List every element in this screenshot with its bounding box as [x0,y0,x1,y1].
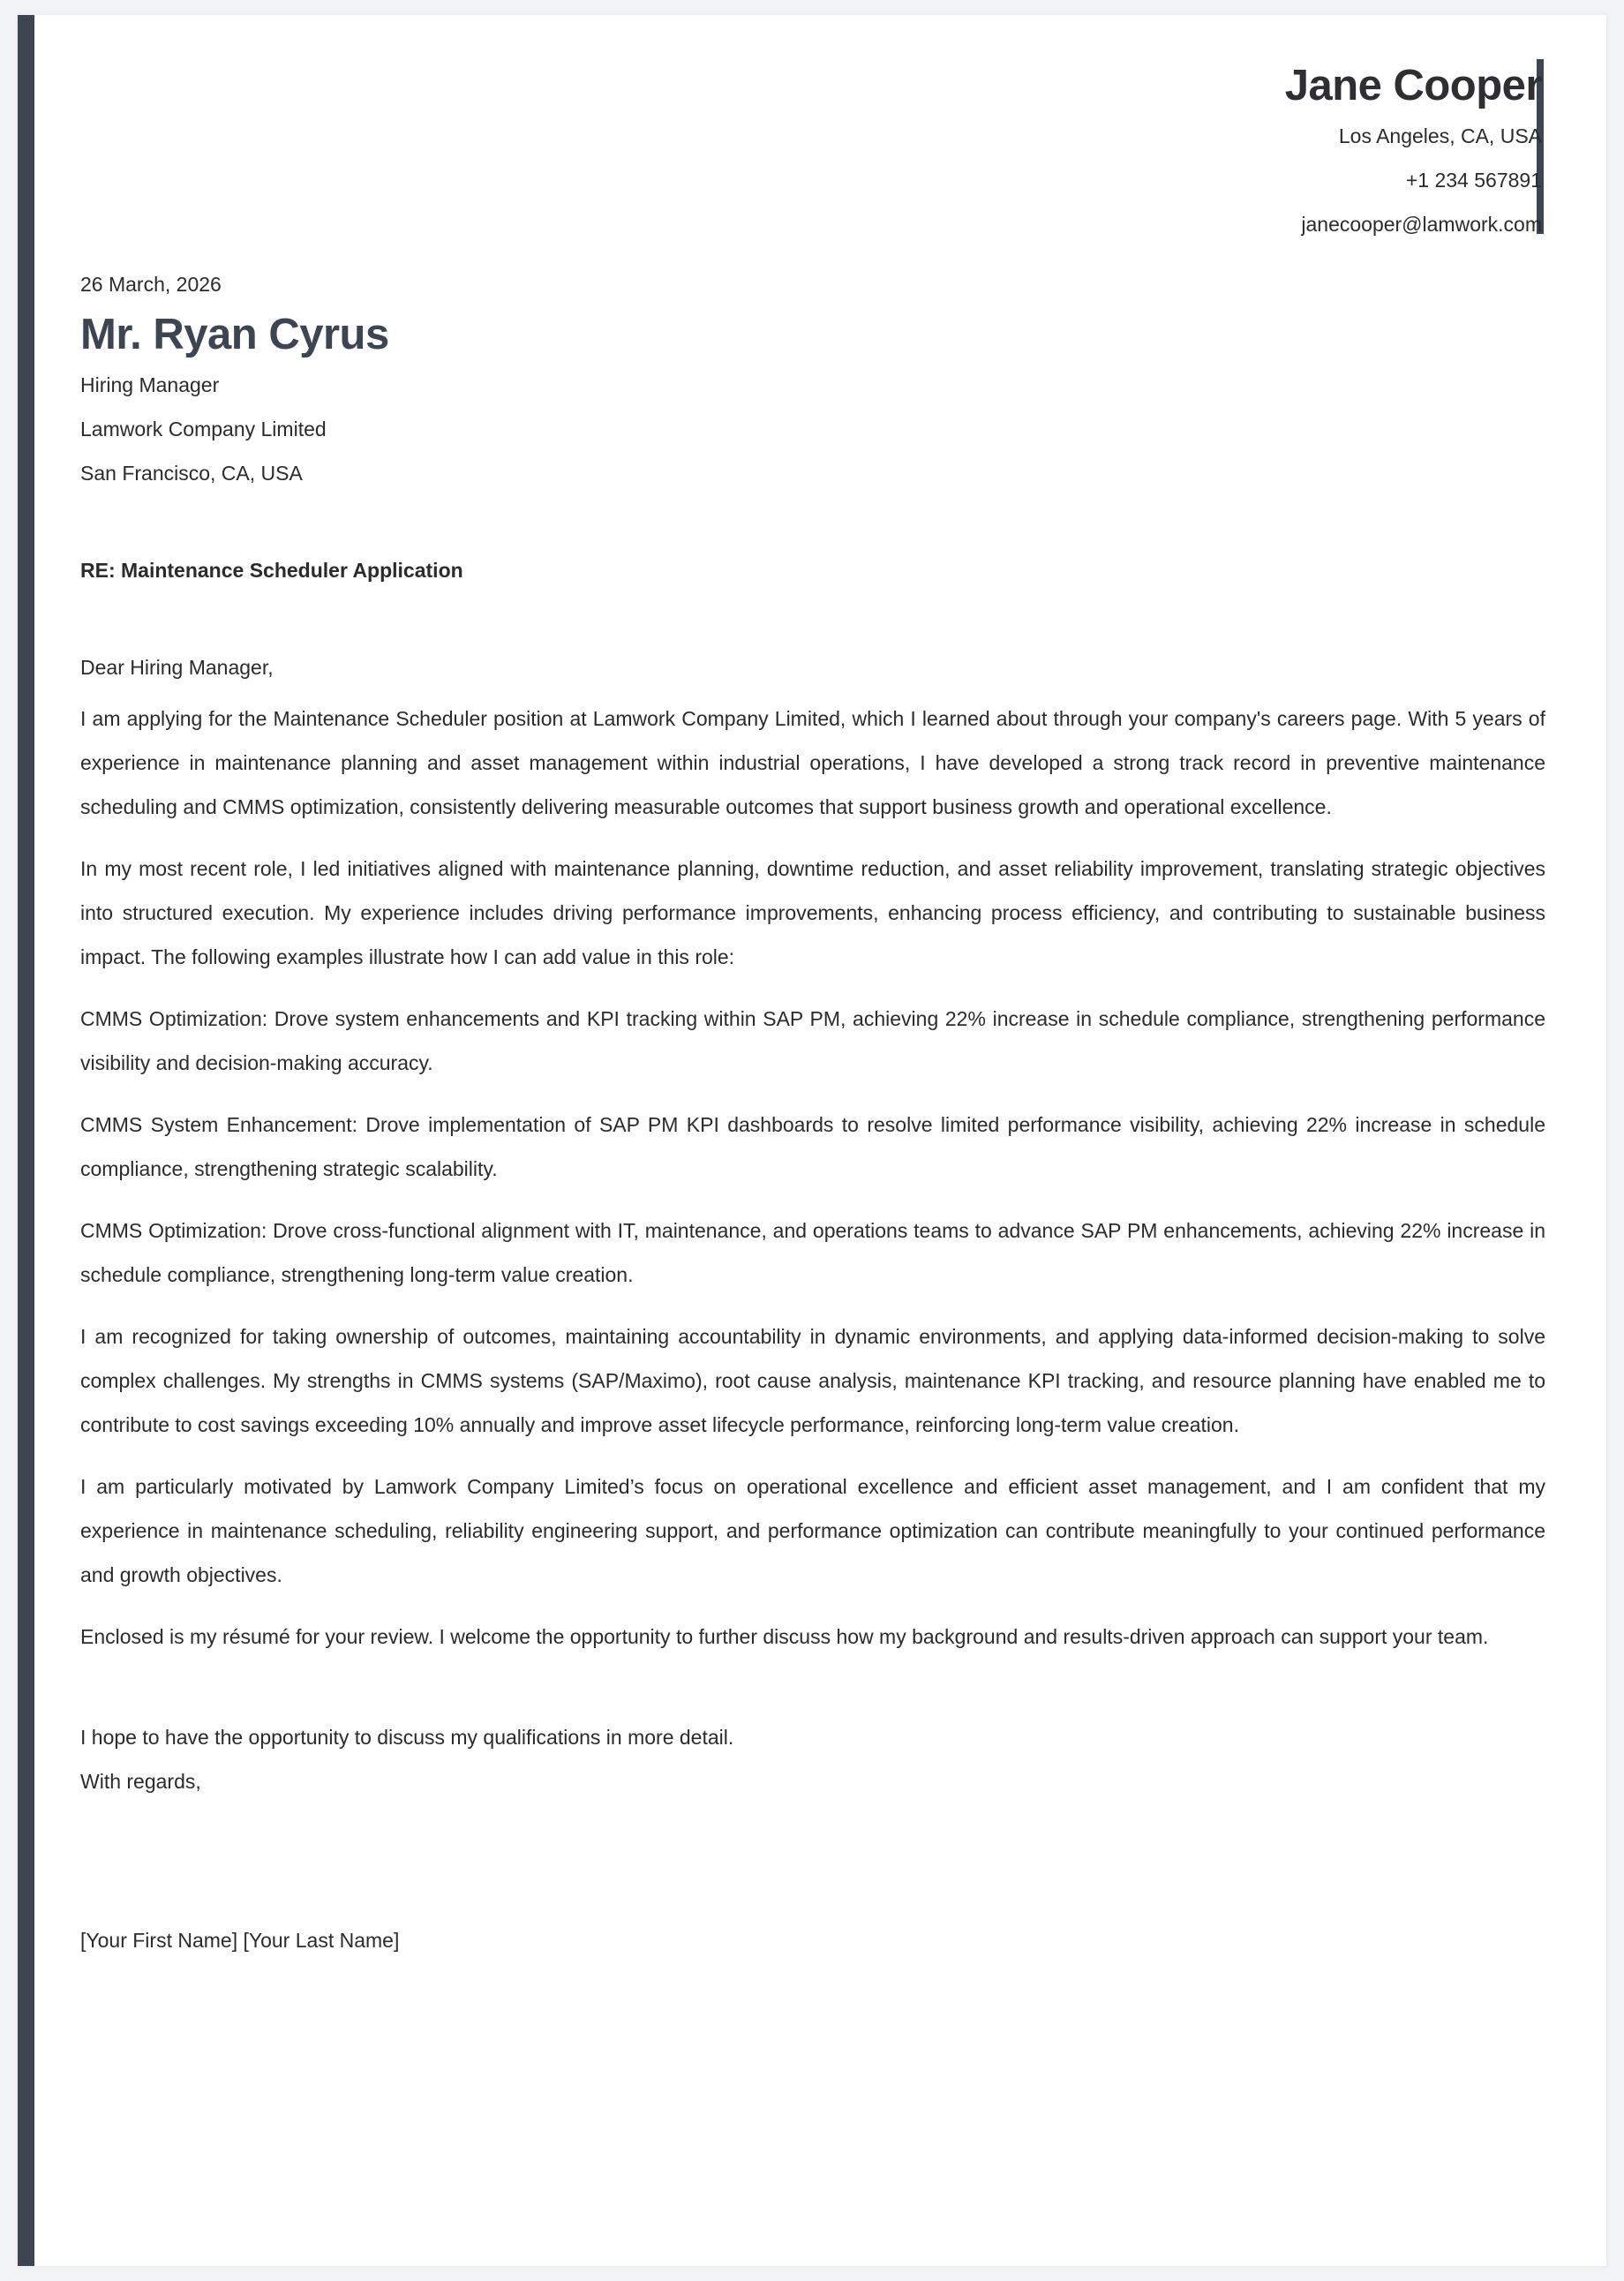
paragraph-enclosure: Enclosed is my résumé for your review. I welcome the opportunity to further discuss how my background and results-driven approach can support your team. [80,1625,1489,1648]
paragraph-motivation: I am particularly motivated by Lamwork Company Limited’s focus on operational excellence and efficient asset management, and I am confident that my experience in maintenance scheduling, reliability engineering support, and performance optimization can contribute meaningfully to your continued performance and growth objectives. [80,1475,1545,1586]
paragraph-example-1: CMMS Optimization: Drove system enhancements and KPI tracking within SAP PM, achieving 22% increase in schedule compliance, strengthening performance visibility and decision-making accuracy. [80,1007,1545,1074]
sender-name: Jane Cooper [1284,62,1542,109]
sender-location: Los Angeles, CA, USA [1338,124,1542,147]
recipient-location: San Francisco, CA, USA [80,462,303,485]
paragraph-intro: I am applying for the Maintenance Scheduler position at Lamwork Company Limited, which I learned about through your company's careers page. With 5 years of experience in maintenance planning and asset management within industrial operations, I have developed a strong track record in preventive maintenance scheduling and CMMS optimization, consistently delivering measurable outcomes that support business growth and operational excellence. [80,707,1545,818]
closing-line: I hope to have the opportunity to discuss my qualifications in more detail. [80,1726,734,1749]
sender-phone: +1 234 567891 [1405,169,1542,192]
sender-header [1285,57,1542,246]
recipient-company: Lamwork Company Limited [80,418,327,440]
paragraph-strengths: I am recognized for taking ownership of outcomes, maintaining accountability in dynamic environments, and applying data-informed decision-making to solve complex challenges. My strengths in CMMS systems (SAP/Maximo), root cause analysis, maintenance KPI tracking, and resource planning have enabled me to contribute to cost savings exceeding 10% annually and improve asset lifecycle performance, reinforcing long-term value creation. [80,1325,1545,1436]
letter-date: 26 March, 2026 [80,273,222,296]
recipient-name: Mr. Ryan Cyrus [80,311,389,358]
paragraph-recent-role: In my most recent role, I led initiatives aligned with maintenance planning, downtime reduction, and asset reliability improvement, translating strategic objectives into structured execution. My experience includes driving performance improvements, enhancing process efficiency, and contributing to sustainable business impact. The following examples illustrate how I can add value in this role: [80,857,1545,968]
cover-letter-page [18,15,1606,2266]
closing-block [80,1715,1545,1803]
salutation: Dear Hiring Manager, [80,656,274,679]
recipient-title: Hiring Manager [80,373,220,396]
closing-regards: With regards, [80,1770,201,1793]
signature-placeholder: [Your First Name] [Your Last Name] [80,1929,400,1952]
letter-subject: RE: Maintenance Scheduler Application [80,559,463,582]
paragraph-example-3: CMMS Optimization: Drove cross-functional alignment with IT, maintenance, and operations teams to advance SAP PM enhancements, achieving 22% increase in schedule compliance, strengthening long-term value creation. [80,1219,1545,1286]
paragraph-example-2: CMMS System Enhancement: Drove implementation of SAP PM KPI dashboards to resolve limited performance visibility, achieving 22% increase in schedule compliance, strengthening strategic scalability. [80,1113,1545,1180]
letter-body [80,262,1545,1962]
sender-email: janecooper@lamwork.com [1301,213,1542,236]
left-accent-bar [18,15,34,2266]
